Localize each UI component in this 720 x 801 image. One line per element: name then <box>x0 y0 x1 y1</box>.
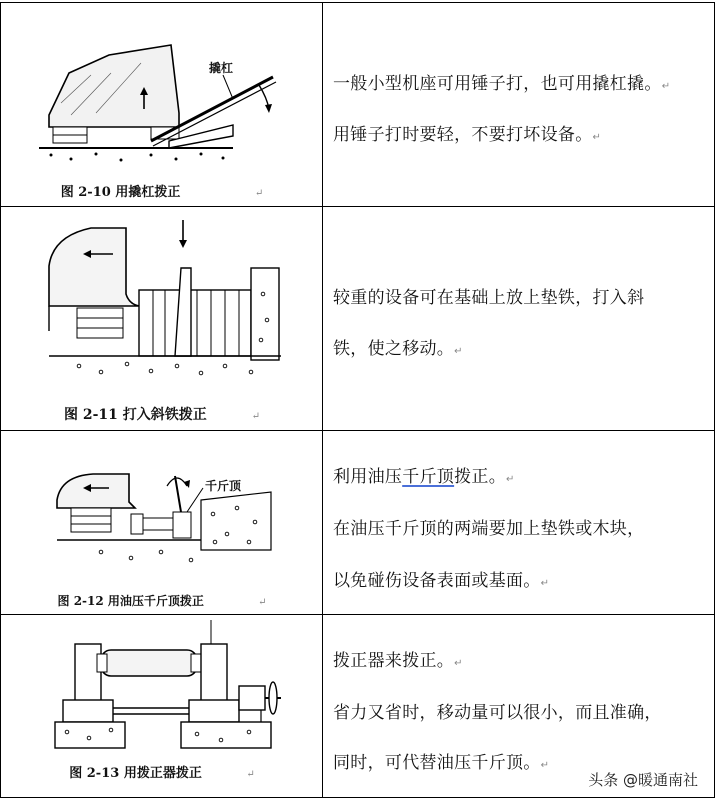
row-2 <box>0 206 715 431</box>
text-cell-2 <box>323 206 714 430</box>
figure-cell-3 <box>1 430 323 614</box>
row-3 <box>0 430 715 615</box>
text-line: 拨正器来拨正。↵ <box>333 651 463 671</box>
text-line: 同时，可代替油压千斤顶。↵ <box>333 753 550 773</box>
figure-caption-3 <box>1 592 323 609</box>
paragraph-mark: ↵ <box>258 597 267 608</box>
figure-2-12-drawing <box>1 430 323 615</box>
figure-2-11-drawing <box>1 206 323 431</box>
underlined-phrase: 千斤顶 <box>402 467 455 487</box>
figure-2-10-drawing <box>1 3 323 208</box>
text-line: 省力又省时，移动量可以很小，而且准确， <box>333 703 662 723</box>
paragraph-mark: ↵ <box>254 188 264 199</box>
caption-text: 图 2-10 用撬杠拨正 <box>60 185 181 200</box>
text-cell-1 <box>323 3 714 206</box>
caption-text: 图 2-11 打入斜铁拨正 <box>63 407 207 423</box>
text-line: 用锤子打时要轻，不要打坏设备。↵ <box>333 125 602 145</box>
row-1 <box>0 2 715 207</box>
text-line: 利用油压千斤顶拨正。↵ <box>333 467 515 487</box>
figure-caption-1 <box>1 181 323 200</box>
figure-cell-1 <box>1 3 323 206</box>
figure-cell-2 <box>1 206 323 430</box>
text-line: 在油压千斤顶的两端要加上垫铁或木块， <box>333 519 645 539</box>
paragraph-mark: ↵ <box>246 769 255 780</box>
caption-text: 图 2-12 用油压千斤顶拨正 <box>57 594 204 608</box>
text-line: 较重的设备可在基础上放上垫铁，打入斜 <box>333 288 645 308</box>
caption-text: 图 2-13 用拨正器拨正 <box>69 766 202 781</box>
figure-cell-4 <box>1 614 323 797</box>
source-watermark: 头条 @暖通南社 <box>584 768 702 791</box>
figure-caption-2 <box>1 404 323 424</box>
text-cell-3 <box>323 430 714 614</box>
figure-label-lever: 撬杠 <box>209 61 234 75</box>
text-line: 铁，使之移动。↵ <box>333 339 463 359</box>
text-line: 一般小型机座可用锤子打，也可用撬杠撬。↵ <box>333 74 671 94</box>
paragraph-mark: ↵ <box>251 411 261 422</box>
figure-label-jack: 千斤顶 <box>205 479 242 493</box>
text-line: 以免碰伤设备表面或基面。↵ <box>333 571 550 591</box>
figure-caption-4 <box>1 762 323 781</box>
